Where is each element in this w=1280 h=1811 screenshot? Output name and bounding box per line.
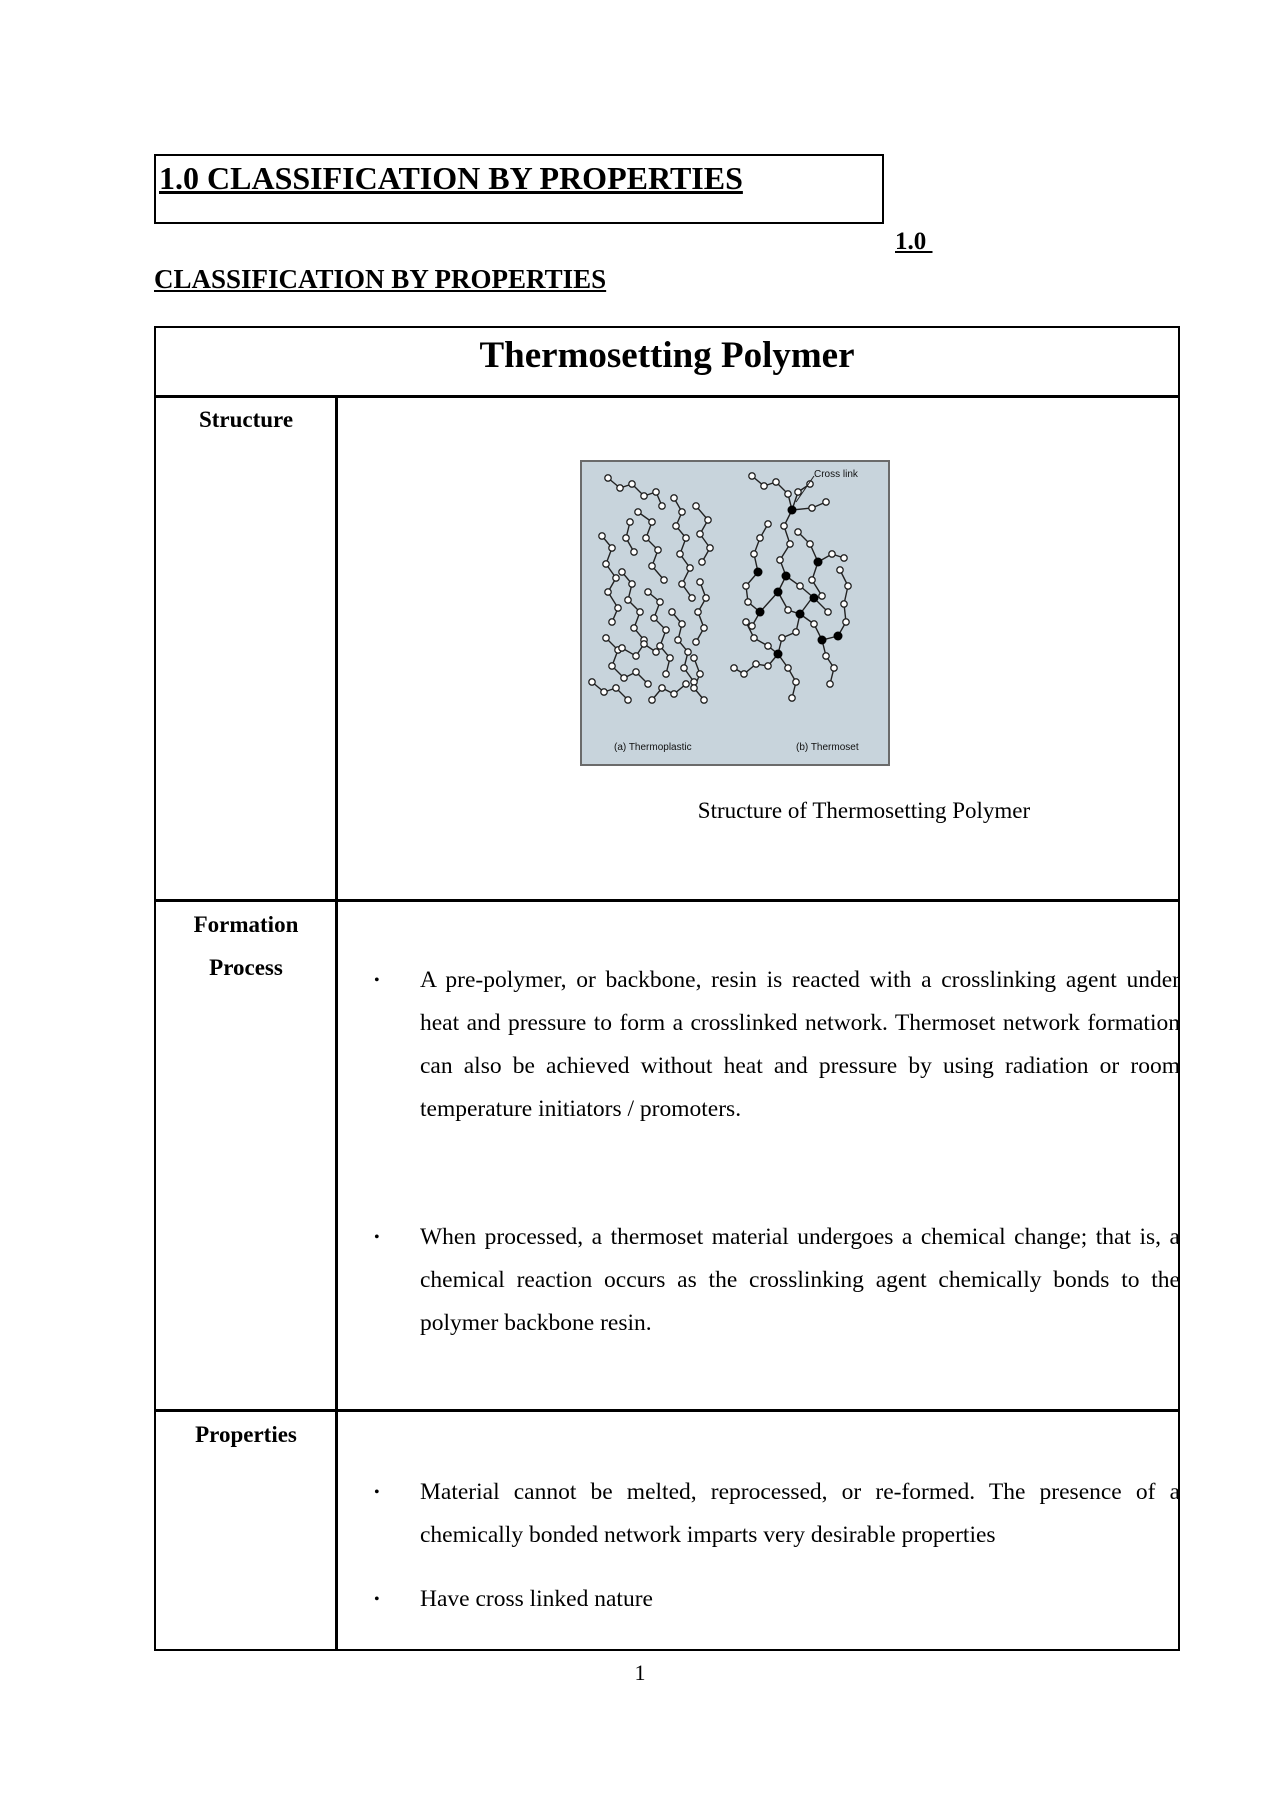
formation-bullet-list	[374, 959, 1180, 1131]
bullet-icon: •	[374, 1591, 380, 1608]
properties-bullet-text: Material cannot be melted, reprocessed, or re-formed. The presence of a chemically bonded network imparts very desirable properties	[420, 1479, 1180, 1548]
polymer-structure-diagram	[582, 462, 888, 764]
list-item	[374, 1216, 1180, 1345]
bullet-icon: •	[374, 972, 380, 989]
row-label-formation: Formation	[193, 912, 299, 937]
heading-number: 1.0	[895, 228, 933, 255]
title-box	[154, 154, 884, 224]
section-heading: CLASSIFICATION BY PROPERTIES	[154, 264, 607, 294]
table-divider-structure	[156, 899, 1178, 902]
table-column-divider	[335, 395, 338, 1649]
row-label-process: Process	[209, 955, 283, 980]
table-divider-formation	[156, 1409, 1178, 1412]
row-label-properties: Properties	[195, 1422, 297, 1447]
thermoplastic-label: (a) Thermoplastic	[614, 742, 692, 753]
title-box-text: 1.0 CLASSIFICATION BY PROPERTIES	[159, 160, 743, 196]
bullet-icon: •	[374, 1229, 380, 1246]
cross-link-label: Cross link	[814, 469, 858, 480]
properties-bullet-list	[374, 1471, 1180, 1621]
table-title: Thermosetting Polymer	[479, 335, 855, 376]
figure-caption: Structure of Thermosetting Polymer	[697, 798, 1031, 823]
properties-bullet-text: Have cross linked nature	[420, 1586, 653, 1612]
list-item	[374, 1578, 1180, 1621]
formation-bullet-list-2	[374, 1216, 1180, 1345]
page-number: 1	[634, 1660, 646, 1685]
row-label-structure: Structure	[198, 407, 294, 432]
polymer-structure-figure	[580, 460, 890, 766]
bullet-icon: •	[374, 1484, 380, 1501]
thermoset-label: (b) Thermoset	[796, 742, 859, 753]
list-item	[374, 1471, 1180, 1557]
formation-bullet-text: When processed, a thermoset material undergoes a chemical change; that is, a chemical reaction occurs as the crosslinking agent chemically bonds to the polymer backbone resin.	[420, 1224, 1180, 1336]
formation-bullet-text: A pre-polymer, or backbone, resin is reacted with a crosslinking agent under heat and pressure to form a crosslinked network. Thermoset network formation can also be achieved without heat and pressure by using radiation or room temperature initiators / promoters.	[420, 967, 1180, 1122]
thermosetting-polymer-table	[154, 326, 1180, 1651]
list-item	[374, 959, 1180, 1131]
